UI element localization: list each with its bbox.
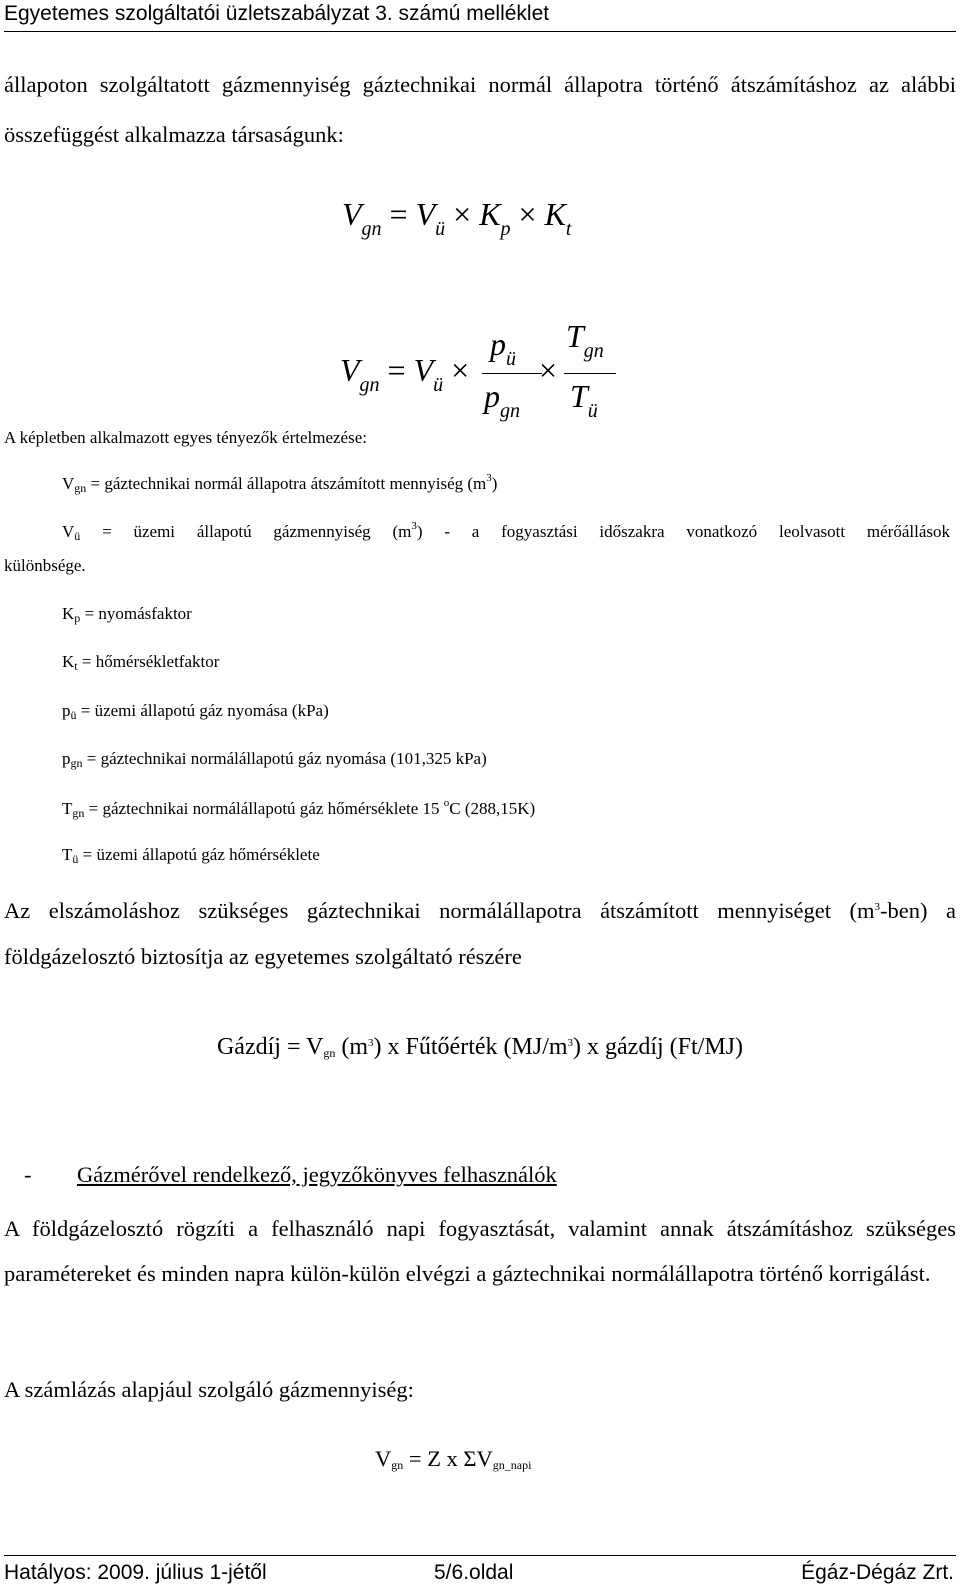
fraction-t-denominator: $T_ü$ bbox=[570, 378, 598, 422]
legend-title: A képletben alkalmazott egyes tényezők értelmezése: bbox=[4, 428, 367, 447]
times-sign: × bbox=[539, 352, 558, 388]
footer-company: Égáz-Dégáz Zrt. bbox=[801, 1561, 954, 1584]
def-p-u: $p_ü$ = üzemi állapotú gáz nyomása (kPa) bbox=[62, 701, 329, 722]
def-k-t: $K_t$ = hőmérsékletfaktor bbox=[62, 652, 220, 673]
fraction-p-numerator: $p_ü$ bbox=[490, 326, 516, 370]
def-t-gn: $T_{gn}$ = gáztechnikai normálállapotú gáz hőmérséklete 15 $^o$C (288,15K) bbox=[62, 797, 536, 820]
gas-fee-formula: Gázdíj = $V_{gn}$ $(m^3)$ x Fűtőérték $(MJ/m^3)$ x gázdíj (Ft/MJ) bbox=[216, 1034, 744, 1060]
footer-page-number: 5/6.oldal bbox=[434, 1561, 514, 1584]
recording-paragraph: A földgázelosztó rögzíti a felhasználó napi fogyasztását, valamint annak átszámításhoz szükséges paramétereket és minden napra külön-külön elvégzi a gáztechnikai normálállapotra történő korrigálást. bbox=[4, 1216, 956, 1286]
intro-paragraph: állapoton szolgáltatott gázmennyiség gáztechnikai normál állapotra történő átszámításhoz az alábbi összefüggést alkalmazza társaságunk: bbox=[4, 72, 956, 147]
def-v-gn: $V_{gn}$ = gáztechnikai normál állapotra átszámított mennyiség $(m^3)$ bbox=[62, 472, 498, 495]
formula-expanded-lhs: $V_{gn} = V_ü$ × bbox=[340, 352, 470, 396]
footer-effective-date: Hatályos: 2009. július 1-jétől bbox=[4, 1561, 267, 1584]
fraction-bar-p bbox=[482, 373, 542, 374]
billing-quantity-label: A számlázás alapjául szolgáló gázmennyiség: bbox=[4, 1377, 414, 1402]
settlement-paragraph: Az elszámoláshoz szükséges gáztechnikai normálállapotra átszámított mennyiséget $(m^3-ben)$ a földgázelosztó biztosítja az egyetemes szolgáltató részére bbox=[4, 898, 956, 969]
def-t-u: $T_ü$ = üzemi állapotú gáz hőmérséklete bbox=[62, 845, 320, 866]
list-item-heading: Gázmérővel rendelkező, jegyzőkönyves felhasználók bbox=[77, 1162, 557, 1187]
def-v-u-continuation: különbsége. bbox=[4, 556, 86, 575]
fraction-p-denominator: $p_{gn}$ bbox=[484, 378, 520, 422]
list-item-dash: - bbox=[24, 1162, 32, 1187]
def-v-u: $V_ü$ = üzemi állapotú gázmennyiség $(m^3)$ - a fogyasztási időszakra vonatkozó leolvasott mérőállások bbox=[62, 520, 950, 543]
page-footer bbox=[4, 1555, 956, 1590]
def-k-p: $K_p$ = nyomásfaktor bbox=[62, 604, 192, 625]
billing-quantity-formula: $V_{gn} = Z$ x $\Sigma V_{gn\_napi}$ bbox=[375, 1446, 532, 1472]
page-header: Egyetemes szolgáltatói üzletszabályzat 3. számú melléklet bbox=[4, 0, 956, 32]
fraction-bar-t bbox=[564, 373, 616, 374]
def-p-gn: $p_{gn}$ = gáztechnikai normálállapotú gáz nyomása (101,325 kPa) bbox=[62, 749, 487, 770]
formula-main: $V_{gn} = V_ü \times K_p \times K_t$ bbox=[342, 196, 572, 240]
fraction-t-numerator: $T_{gn}$ bbox=[566, 318, 604, 362]
